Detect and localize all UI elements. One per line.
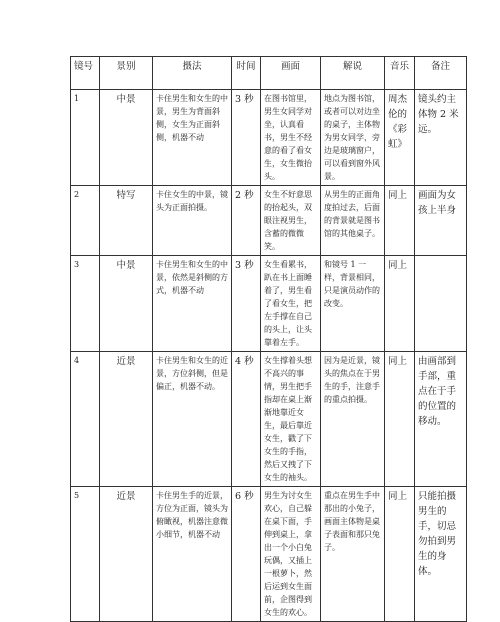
cell-shot-no: 4: [71, 352, 100, 487]
header-shot-no: 镜号: [71, 57, 100, 90]
cell-music: 同上: [385, 352, 415, 487]
header-shot-size: 景别: [100, 57, 153, 90]
cell-note: 由画部到手部，重点在于手的位置的移动。: [415, 352, 467, 487]
header-frame: 画面: [261, 57, 321, 90]
cell-shot-size: 近景: [100, 352, 153, 487]
cell-frame: 女生不好意思的抬起头，双眼注视男生，含蓄的微微笑。: [261, 186, 321, 256]
cell-shot-no: 5: [71, 487, 100, 622]
cell-music: 同上: [385, 186, 415, 256]
header-camera-method: 摄法: [153, 57, 232, 90]
table-row: [71, 256, 467, 352]
header-note: 备注: [415, 57, 467, 90]
cell-note: 只能拍摄男生的手，切忌勿拍到男生的身体。: [415, 487, 467, 622]
table-row: [71, 186, 467, 256]
cell-camera-method: 卡住男生和女生的中景，男生为背面斜侧，女生为正面斜侧，机器不动: [153, 90, 232, 186]
cell-camera-method: 卡住女生的中景，镜头为正面拍摄。: [153, 186, 232, 256]
cell-camera-method: 卡住男生和女生的近景，方位斜侧，但是偏正，机器不动。: [153, 352, 232, 487]
cell-music: 同上: [385, 487, 415, 622]
cell-time: 2 秒: [232, 186, 261, 256]
cell-time: 4 秒: [232, 352, 261, 487]
cell-note: 画面为女孩上半身: [415, 186, 467, 256]
cell-note: [415, 256, 467, 352]
cell-narration: 地点为图书馆，或者可以对边坐的桌子，主体物为男女同学，旁边是玻璃窗户，可以看到窗外风景。: [321, 90, 385, 186]
cell-narration: 重点在男生手中那出的小兔子，画面主体物是桌子表面和那只兔子。: [321, 487, 385, 622]
table-row: [71, 90, 467, 186]
cell-shot-size: 中景: [100, 256, 153, 352]
storyboard-table: [70, 56, 467, 622]
cell-frame: 在图书馆里，男生女同学对坐，认真看书，男生不经意的看了看女生，女生微抬头。: [261, 90, 321, 186]
header-narration: 解说: [321, 57, 385, 90]
cell-frame: 男生为讨女生欢心，自己躲在桌下面，手伸到桌上，拿出一个小白兔玩偶，又插上一根萝卜，然后运到女生面前，企图得到女生的欢心。: [261, 487, 321, 622]
cell-time: 3 秒: [232, 90, 261, 186]
cell-narration: 和镜号 1 一样，背景相同，只是演员动作的改变。: [321, 256, 385, 352]
table-row: [71, 487, 467, 622]
cell-narration: 从男生的正面角度拍过去，后面的背景就是图书馆的其他桌子。: [321, 186, 385, 256]
cell-shot-size: 特写: [100, 186, 153, 256]
cell-narration: 因为是近景，镜头的焦点在于男生的手，注意手的重点拍摄。: [321, 352, 385, 487]
cell-frame: 女生撑着头想不高兴的事情，男生把手指却在桌上渐渐地靠近女生，最后靠近女生，戳了下女生的手指，然后又拽了下女生的袖头。: [261, 352, 321, 487]
cell-shot-size: 近景: [100, 487, 153, 622]
cell-time: 3 秒: [232, 256, 261, 352]
cell-shot-no: 2: [71, 186, 100, 256]
header-time: 时间: [232, 57, 261, 90]
cell-shot-size: 中景: [100, 90, 153, 186]
header-music: 音乐: [385, 57, 415, 90]
cell-music: 同上: [385, 256, 415, 352]
cell-camera-method: 卡住男生手的近景，方位为正面，镜头为俯瞰视，机器注意微小细节，机器不动: [153, 487, 232, 622]
header-row: [71, 57, 467, 90]
cell-shot-no: 1: [71, 90, 100, 186]
cell-shot-no: 3: [71, 256, 100, 352]
cell-camera-method: 卡住男生和女生的中景，依然是斜侧的方式，机器不动: [153, 256, 232, 352]
cell-note: 镜头约主体物 2 米远。: [415, 90, 467, 186]
cell-frame: 女生看累书，趴在书上面睡着了，男生看了看女生，把左手撑在自己的头上，让头靠着左手。: [261, 256, 321, 352]
cell-time: 6 秒: [232, 487, 261, 622]
cell-music: 周杰伦的《彩虹》: [385, 90, 415, 186]
table-row: [71, 352, 467, 487]
